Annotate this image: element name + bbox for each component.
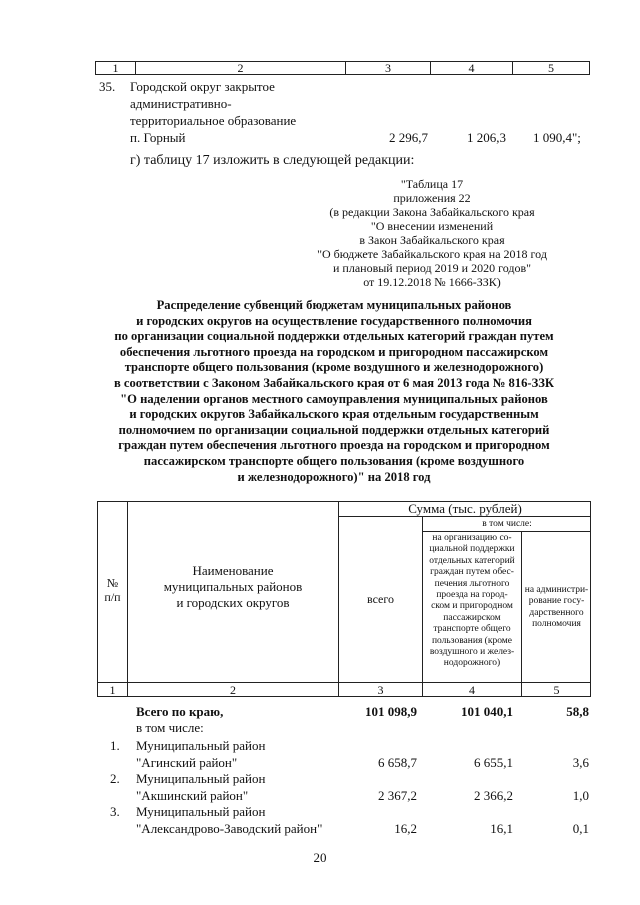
row-value-4: 16,1: [490, 821, 513, 836]
row35-value-5: 1 090,4";: [533, 130, 581, 145]
row35-name-line4: п. Горный: [130, 130, 186, 145]
row-value-3: 16,2: [394, 821, 417, 836]
title-line: и городских округов Забайкальского края отдельным государственным: [129, 407, 539, 422]
title-line: полномочием по организации социальной поддержки отдельных категорий: [118, 422, 550, 437]
title-line: и городских округов на осуществление государственного полномочия: [136, 313, 532, 328]
title-line: транспорте общего пользования (кроме воздушного и железнодорожного): [124, 360, 544, 375]
colnum-3: 3: [377, 683, 384, 697]
row-number: 2.: [110, 771, 120, 786]
column-number-heading: № п/п: [104, 576, 121, 604]
column-administration-heading: на администри- рование госу- дарственного полномочия: [524, 585, 589, 630]
row-name-line1: Муниципальный район: [136, 771, 266, 786]
row-name-line1: Муниципальный район: [136, 738, 266, 753]
total-label: Всего по краю,: [136, 704, 224, 719]
row-number: 1.: [110, 738, 120, 753]
header-col-4: 4: [431, 62, 513, 74]
column-sum-heading: Сумма (тыс. рублей): [408, 501, 522, 516]
table-divider: [422, 531, 591, 532]
row35-name-line3: территориальное образование: [130, 113, 297, 128]
caption-line: "О внесении изменений: [370, 219, 494, 233]
table-divider: [338, 516, 591, 517]
row-name-line2: "Акшинский район": [136, 788, 249, 803]
row-value-5: 3,6: [572, 755, 589, 770]
row-value-3: 6 658,7: [378, 755, 417, 770]
caption-line: от 19.12.2018 № 1666-ЗЗК): [363, 275, 501, 289]
title-line: пассажирском транспорте общего пользования (кроме воздушного: [143, 453, 525, 468]
caption-line: "О бюджете Забайкальского края на 2018 год: [317, 247, 547, 261]
caption-line: (в редакции Закона Забайкальского края: [329, 205, 535, 219]
instruction-text: г) таблицу 17 изложить в следующей редакции:: [130, 153, 415, 168]
row-name-line2: "Александрово-Заводский район": [136, 821, 323, 836]
caption-line: и плановый период 2019 и 2020 годов": [332, 261, 532, 275]
colnum-2: 2: [230, 683, 236, 697]
caption-line: "Таблица 17: [400, 177, 464, 191]
caption-line: в Закон Забайкальского края: [359, 233, 505, 247]
column-including-heading: в том числе:: [482, 519, 532, 529]
page-number: 20: [313, 850, 327, 865]
column-organization-heading: на организацию со- циальной поддержки отдельных категорий граждан путем обес- печения льготного проезда на город- ском и пригородном пассажирском транспорте общего пользования (кроме воздушного и желез- нодорожного): [429, 533, 515, 669]
total-value-3: 101 098,9: [365, 704, 417, 719]
row-value-5: 1,0: [572, 788, 589, 803]
header-col-3: 3: [346, 62, 431, 74]
title-line: в соответствии с Законом Забайкальского края от 6 мая 2013 года № 816-ЗЗК: [113, 375, 555, 390]
colnum-4: 4: [469, 683, 475, 697]
caption-line: приложения 22: [393, 191, 471, 205]
total-value-5: 58,8: [566, 704, 589, 719]
row35-value-3: 2 296,7: [389, 130, 428, 145]
row-value-4: 6 655,1: [474, 755, 513, 770]
row35-value-4: 1 206,3: [467, 130, 506, 145]
table-caption-block: [312, 177, 552, 289]
title-line: по организации социальной поддержки отдельных категорий граждан путем: [114, 329, 554, 344]
row-value-3: 2 367,2: [378, 788, 417, 803]
title-line: Распределение субвенций бюджетам муниципальных районов: [156, 298, 512, 312]
title-line: и железнодорожного)" на 2018 год: [237, 469, 431, 484]
header-col-5: 5: [548, 61, 554, 75]
row-value-5: 0,1: [572, 821, 589, 836]
title-line: обеспечения льготного проезда на городском и пригородном пассажирском: [119, 344, 549, 359]
row35-number: 35.: [99, 79, 116, 94]
row35-name-line1: Городской округ закрытое: [130, 79, 275, 94]
title-line: граждан путем обеспечения льготного проезда на городском и пригородном: [118, 438, 550, 453]
total-value-4: 101 040,1: [461, 704, 513, 719]
column-name-heading: Наименование муниципальных районов и городских округов: [163, 563, 303, 610]
colnum-5: 5: [553, 683, 560, 697]
total-including: в том числе:: [136, 720, 204, 735]
row-number: 3.: [110, 804, 120, 819]
document-title: [80, 298, 588, 485]
column-total-heading: всего: [366, 592, 395, 606]
row-name-line1: Муниципальный район: [136, 804, 266, 819]
header-col-1: 1: [96, 62, 136, 74]
continuation-header-row: [95, 61, 590, 75]
title-line: "О наделении органов местного самоуправления муниципальных районов: [120, 391, 548, 406]
header-col-2: 2: [136, 62, 346, 74]
row-name-line2: "Агинский район": [136, 755, 238, 770]
row-value-4: 2 366,2: [474, 788, 513, 803]
colnum-1: 1: [109, 683, 116, 697]
row35-name-line2: административно-: [130, 96, 232, 111]
